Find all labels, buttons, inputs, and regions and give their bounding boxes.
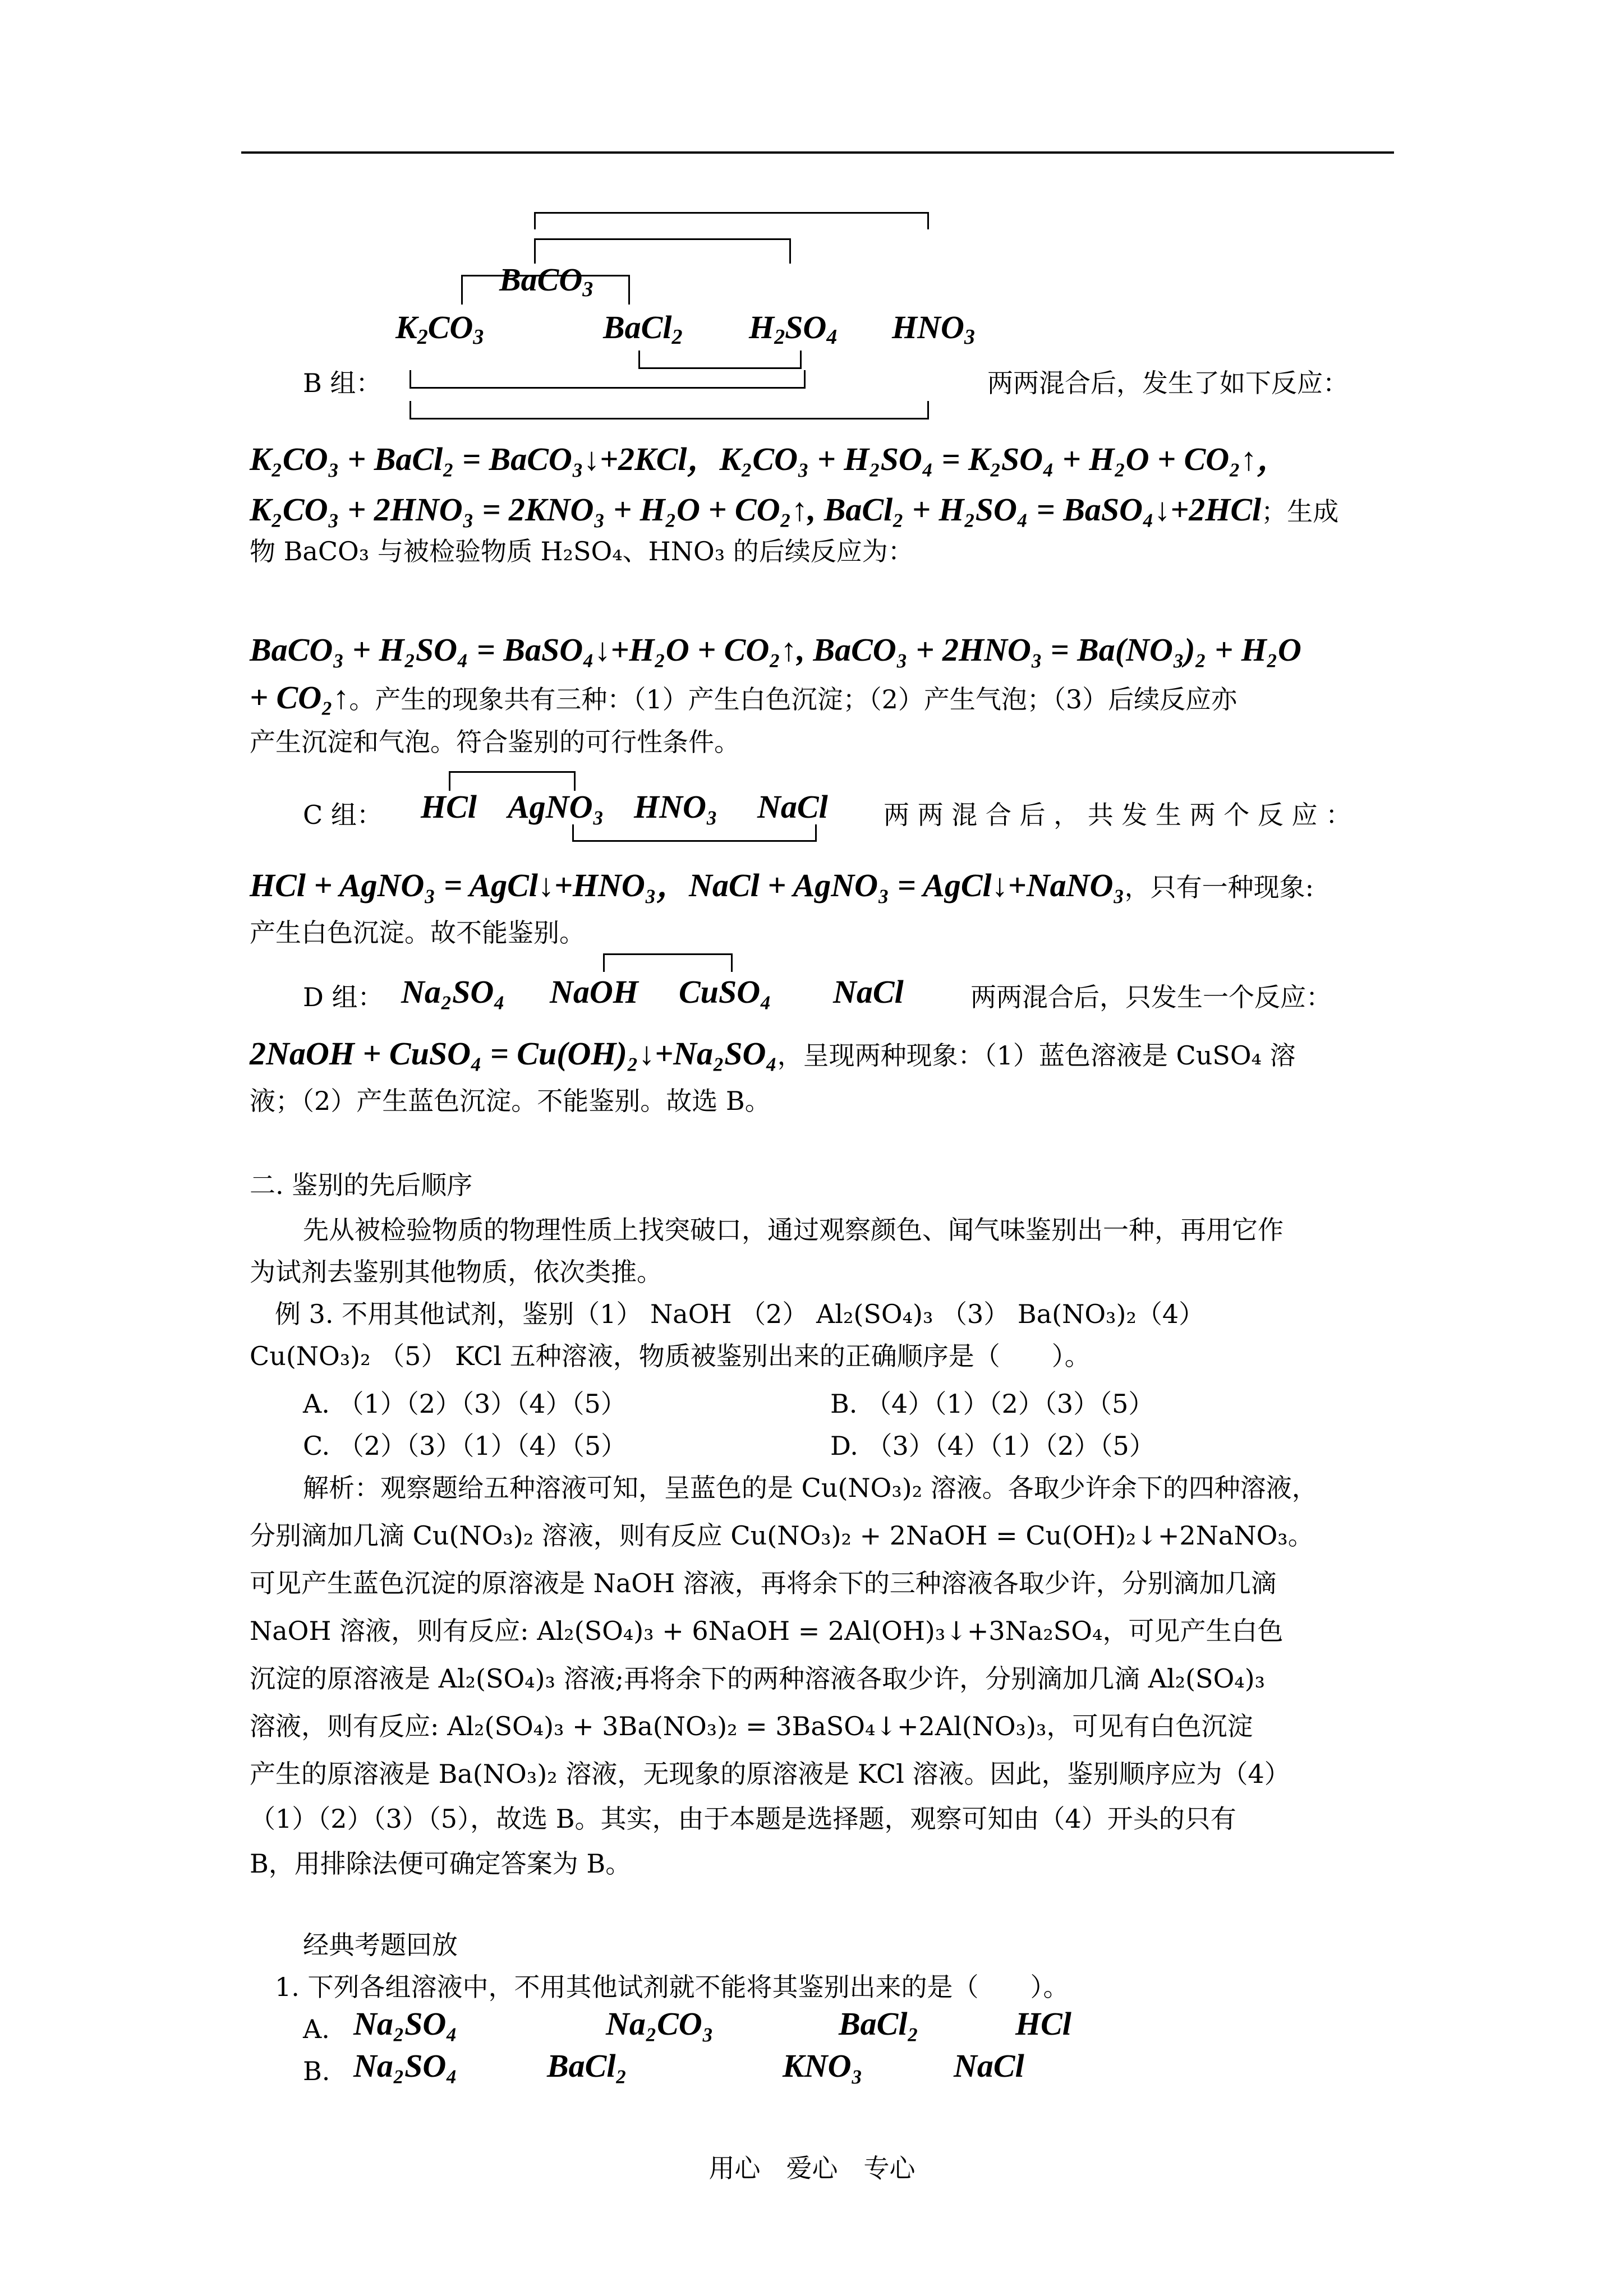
b-line6: 产生沉淀和气泡。符合鉴别的可行性条件。 <box>250 727 740 757</box>
b-eq4: + CO₂↑ <box>250 679 349 716</box>
bracket-bacl2-hno3 <box>534 212 929 229</box>
d-item-naoh: NaOH <box>550 974 638 1010</box>
review-opt-b-1: Na₂SO₄ <box>353 2048 458 2084</box>
c-eq-line <box>250 869 1314 902</box>
bracket-k2co3-h2so4-below <box>410 370 806 389</box>
analysis-line-1: 解析：观察题给五种溶液可知，呈蓝色的是 Cu(NO₃)₂ 溶液。各取少许余下的四种溶液， <box>303 1473 1318 1503</box>
d-item-nacl: NaCl <box>833 974 904 1010</box>
section2-heading: 二. 鉴别的先后顺序 <box>250 1170 473 1200</box>
example3-line1: 例 3. 不用其他试剂，鉴别（1） NaOH （2） Al₂(SO₄)₃ （3） Ba(NO₃)₂（4） <box>275 1299 1205 1329</box>
d-item-na2so4: Na₂SO₄ <box>401 974 505 1010</box>
example3-line2: Cu(NO₃)₂ （5） KCl 五种溶液，物质被鉴别出来的正确顺序是（ ）。 <box>250 1341 1091 1371</box>
bracket-bacl2-h2so4-below <box>638 351 802 369</box>
c-bracket-bottom <box>572 824 817 842</box>
option-b: B. （4）（1）（2）（3）（5） <box>830 1389 1154 1419</box>
bracket-bacl2-h2so4 <box>534 238 791 264</box>
c-item-hcl: HCl <box>421 789 477 825</box>
c-item-agno3: AgNO₃ <box>508 789 604 825</box>
review-opt-b-4: NaCl <box>954 2048 1024 2084</box>
b-eq2: K₂CO₃ + 2HNO₃ = 2KNO₃ + H₂O + CO₂↑, BaCl₂ + H₂SO₄ = BaSO₄↓+2HCl <box>250 491 1262 528</box>
b-line3: 物 BaCO₃ 与被检验物质 H₂SO₄、HNO₃ 的后续反应为： <box>250 536 914 566</box>
c-eq-tail: ，只有一种现象: <box>1124 872 1314 902</box>
review-opt-b-2: BaCl₂ <box>547 2048 627 2084</box>
analysis-line-8: （1）（2）（3）（5），故选 B。其实，由于本题是选择题，观察可知由（4）开头的只有 <box>250 1804 1236 1834</box>
b-eq4-line <box>250 681 1237 714</box>
diagram-h2so4: $H_2SO_4$ <box>749 309 838 349</box>
analysis-line-3: 可见产生蓝色沉淀的原溶液是 NaOH 溶液，再将余下的三种溶液各取少许，分别滴加几滴 <box>250 1568 1277 1598</box>
b-group-label: B 组： <box>303 368 382 398</box>
c-line: 产生白色沉淀。故不能鉴别。 <box>250 918 585 948</box>
option-a: A. （1）（2）（3）（4）（5） <box>303 1389 627 1419</box>
review-heading: 经典考题回放 <box>303 1930 458 1960</box>
review-opt-a-label: A. <box>303 2014 330 2044</box>
analysis-line-7: 产生的原溶液是 Ba(NO₃)₂ 溶液，无现象的原溶液是 KCl 溶液。因此，鉴别顺序应为（4） <box>250 1759 1290 1789</box>
diagram-k2co3: $K_2CO_3$ <box>395 309 484 349</box>
analysis-line-5: 沉淀的原溶液是 Al₂(SO₄)₃ 溶液;再将余下的两种溶液各取少许，分别滴加几滴 Al₂(SO₄)₃ <box>250 1663 1266 1694</box>
b-eq2-line <box>250 491 1339 528</box>
d-eq-tail: ，呈现两种现象：（1）蓝色溶液是 CuSO₄ 溶 <box>777 1040 1296 1071</box>
diagram-baco3: BaCO$_3$ <box>499 261 594 301</box>
review-opt-a-2: Na₂CO₃ <box>606 2005 714 2042</box>
review-opt-b-label: B. <box>303 2056 330 2086</box>
review-opt-a-1: Na₂SO₄ <box>353 2005 458 2042</box>
d-group-desc: 两两混合后，只发生一个反应： <box>970 982 1332 1012</box>
section2-p1: 先从被检验物质的物理性质上找突破口，通过观察颜色、闻气味鉴别出一种，再用它作 <box>303 1215 1283 1245</box>
page-footer: 用心 爱心 专心 <box>709 2153 915 2183</box>
header-rule <box>241 151 1394 154</box>
b-eq1: K₂CO₃ + BaCl₂ = BaCO₃↓+2KCl，K₂CO₃ + H₂SO₄ = K₂SO₄ + H₂O + CO₂↑， <box>250 441 1290 477</box>
analysis-line-6: 溶液，则有反应: Al₂(SO₄)₃ + 3Ba(NO₃)₂ = 3BaSO₄↓+2Al(NO₃)₃，可见有白色沉淀 <box>250 1711 1253 1741</box>
c-group-desc: 两 两 混 合 后 ， 共 发 生 两 个 反 应 ： <box>884 800 1352 830</box>
c-group-label: C 组： <box>303 800 383 830</box>
review-opt-a-3: BaCl₂ <box>839 2005 919 2042</box>
d-bracket-top <box>603 953 733 972</box>
review-opt-b-3: KNO₃ <box>783 2048 863 2084</box>
b-eq3: BaCO₃ + H₂SO₄ = BaSO₄↓+H₂O + CO₂↑, BaCO₃ + 2HNO₃ = Ba(NO₃)₂ + H₂O <box>250 631 1301 668</box>
review-opt-a-4: HCl <box>1015 2005 1071 2042</box>
option-c: C. （2）（3）（1）（4）（5） <box>303 1431 627 1461</box>
section2-p2: 为试剂去鉴别其他物质，依次类推。 <box>250 1257 663 1287</box>
d-eq-line <box>250 1035 1296 1072</box>
analysis-line-4: NaOH 溶液，则有反应: Al₂(SO₄)₃ + 6NaOH = 2Al(OH)₃↓+3Na₂SO₄，可见产生白色 <box>250 1616 1283 1646</box>
d-line: 液；（2）产生蓝色沉淀。不能鉴别。故选 B。 <box>250 1086 771 1116</box>
c-item-nacl: NaCl <box>757 789 828 825</box>
bracket-k2co3-hno3-below <box>410 401 929 419</box>
diagram-hno3: $HNO_3$ <box>892 309 975 349</box>
d-item-cuso4: CuSO₄ <box>679 974 772 1010</box>
diagram-bacl2: BaCl$_2$ <box>603 309 683 349</box>
analysis-line-2: 分别滴加几滴 Cu(NO₃)₂ 溶液，则有反应 Cu(NO₃)₂ + 2NaOH = Cu(OH)₂↓+2NaNO₃。 <box>250 1520 1314 1551</box>
b-group-desc: 两两混合后，发生了如下反应： <box>987 368 1349 398</box>
b-eq4-text: 。产生的现象共有三种：（1）产生白色沉淀；（2）产生气泡；（3）后续反应亦 <box>349 684 1237 714</box>
review-q1: 1. 下列各组溶液中，不用其他试剂就不能将其鉴别出来的是（ ）。 <box>275 1972 1069 2002</box>
option-d: D. （3）（4）（1）（2）（5） <box>830 1431 1155 1461</box>
c-item-hno3: HNO₃ <box>634 789 718 825</box>
d-eq: 2NaOH + CuSO₄ = Cu(OH)₂↓+Na₂SO₄ <box>250 1035 778 1072</box>
c-bracket-top <box>449 771 576 791</box>
c-eq: HCl + AgNO₃ = AgCl↓+HNO₃，NaCl + AgNO₃ = AgCl↓+NaNO₃ <box>250 867 1125 903</box>
b-eq2-tail: ；生成 <box>1261 496 1339 527</box>
d-group-label: D 组： <box>303 982 384 1012</box>
analysis-line-9: B，用排除法便可确定答案为 B。 <box>250 1848 632 1879</box>
